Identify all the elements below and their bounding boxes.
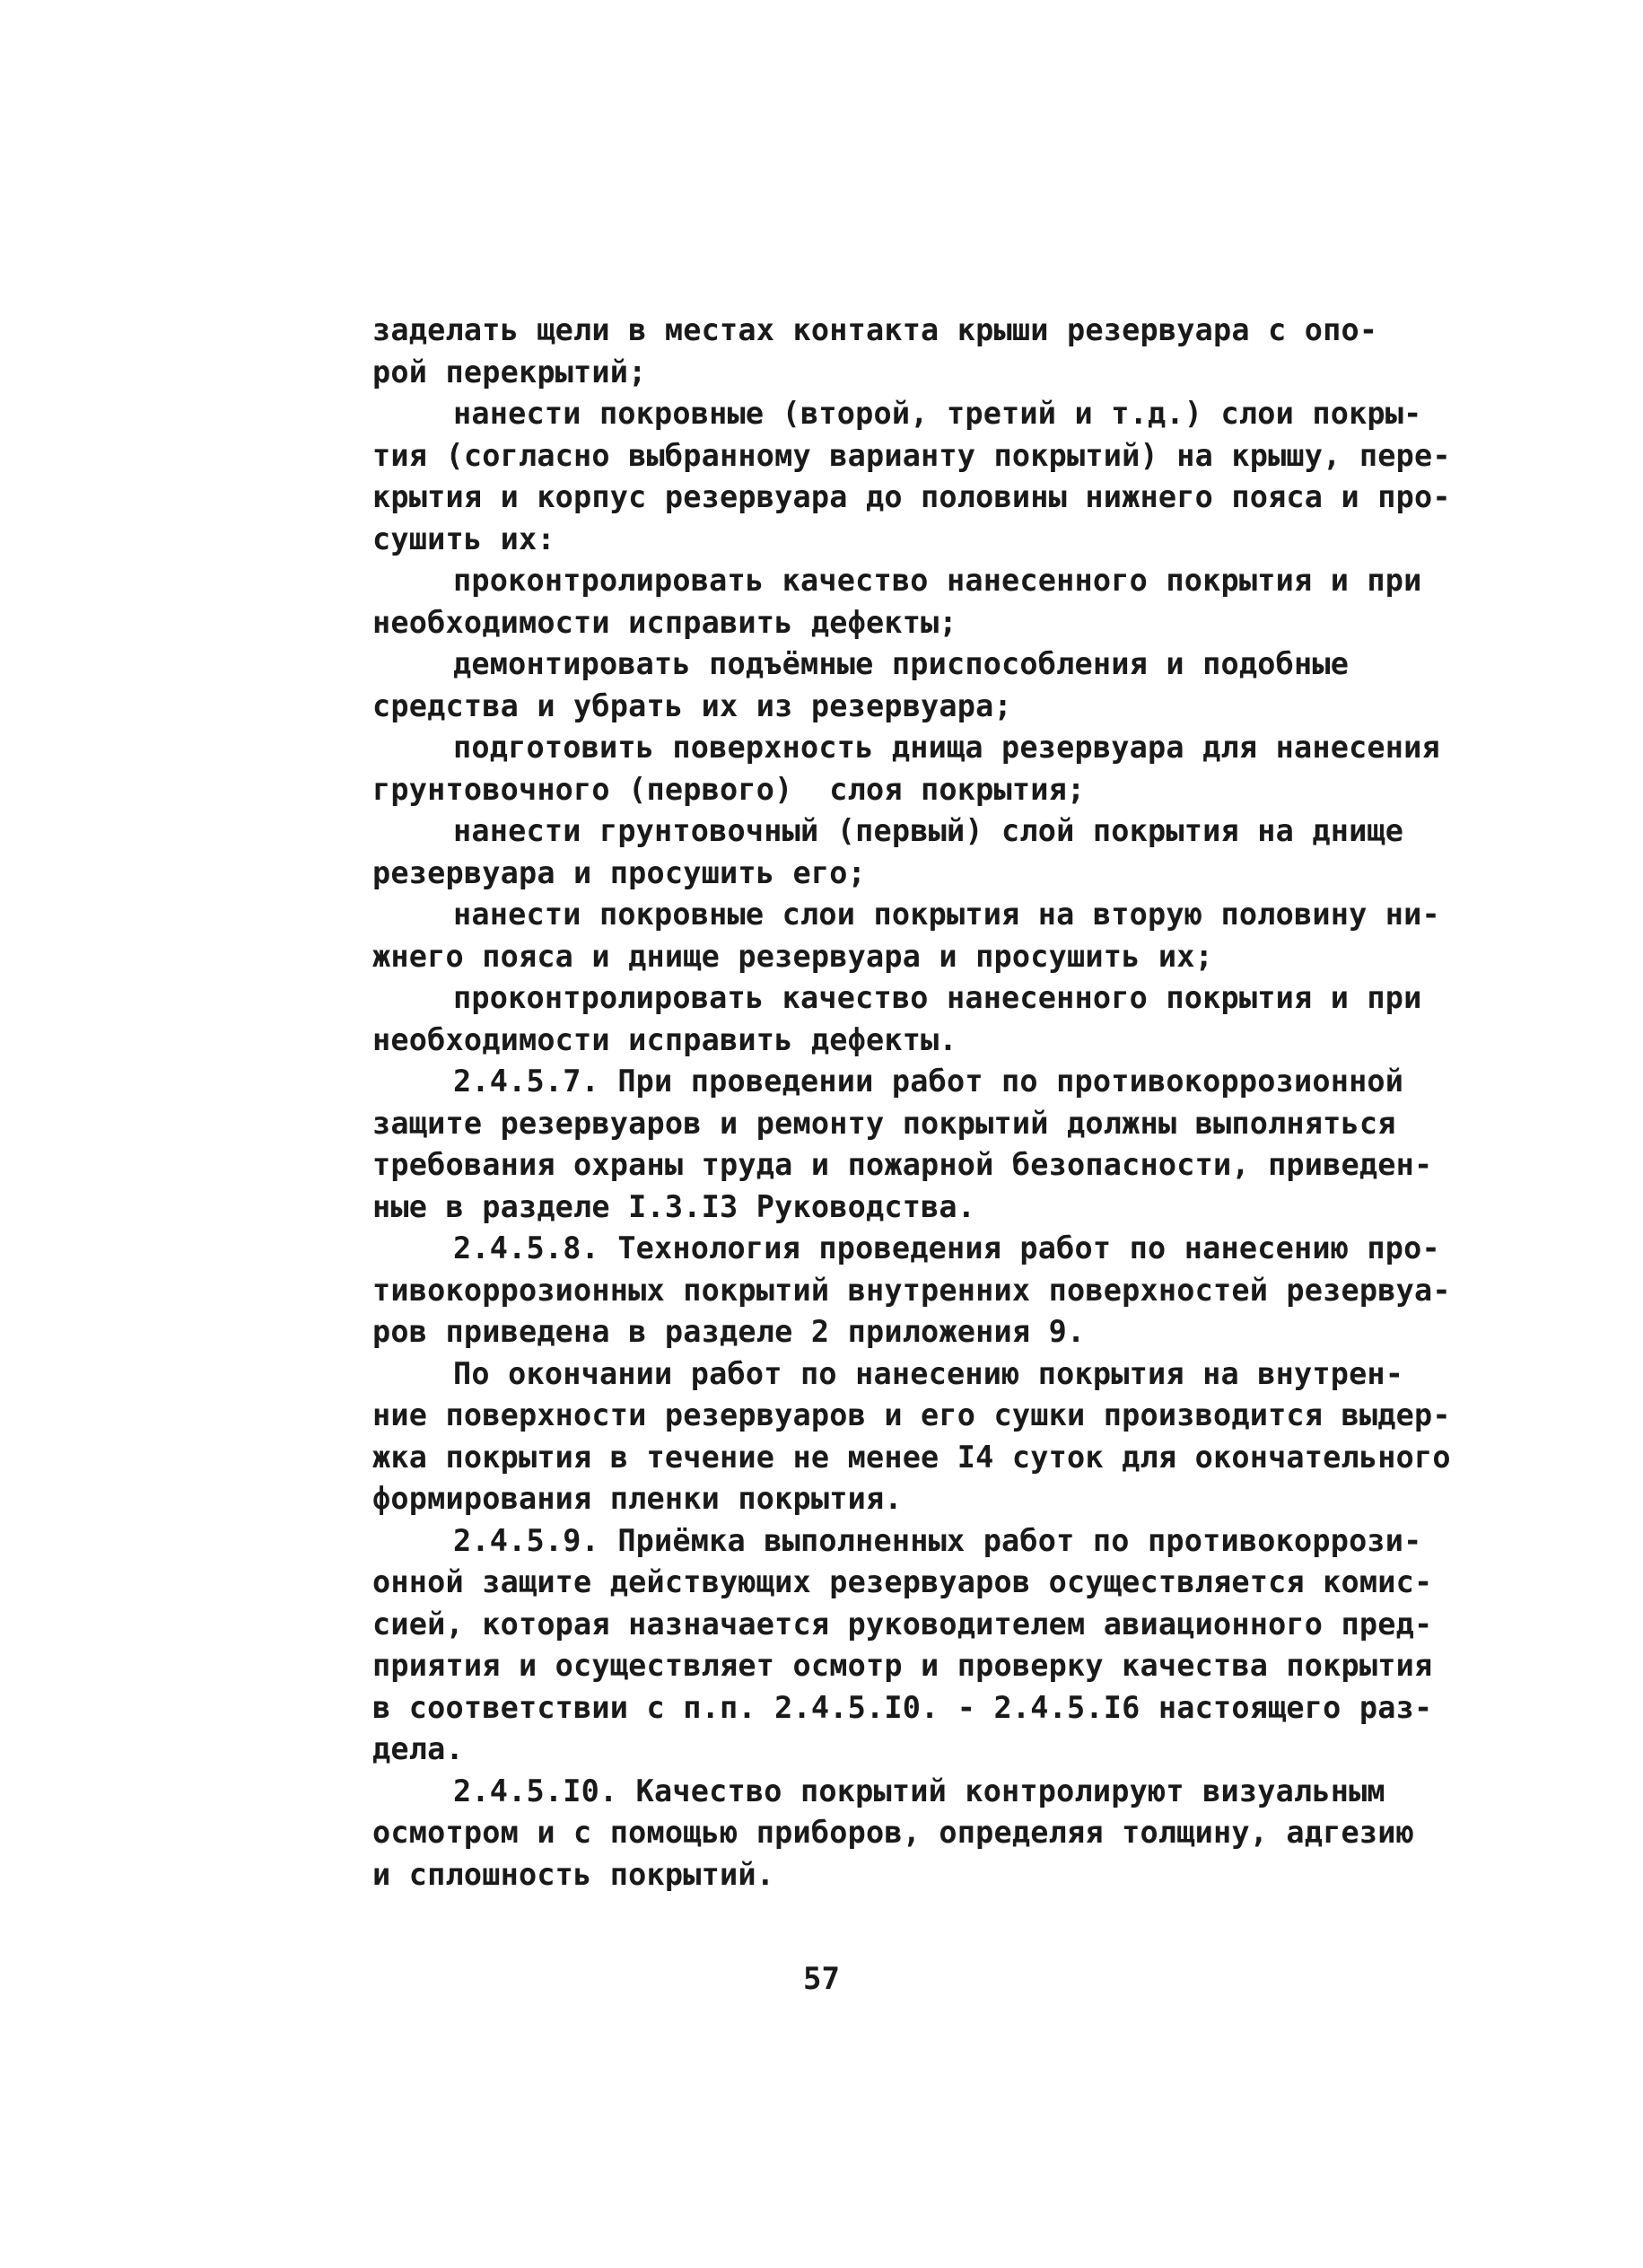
- text-line: проконтролировать качество нанесенного покрытия и при: [453, 563, 1422, 598]
- text-line: нанести покровные (второй, третий и т.д.) слои покры-: [453, 396, 1422, 431]
- text-line: защите резервуаров и ремонту покрытий должны выполняться: [372, 1105, 1396, 1141]
- text-line: проконтролировать качество нанесенного покрытия и при: [453, 980, 1422, 1015]
- text-line: рой перекрытий;: [372, 354, 647, 390]
- text-line: нанести покровные слои покрытия на вторую половину ни-: [453, 897, 1440, 932]
- text-line: сушить их:: [372, 521, 555, 556]
- text-line: дела.: [372, 1731, 464, 1766]
- text-line: 2.4.5.9. Приёмка выполненных работ по противокоррози-: [453, 1522, 1422, 1558]
- text-line: формирования пленки покрытия.: [372, 1481, 903, 1516]
- text-line: 2.4.5.8. Технология проведения работ по нанесению про-: [453, 1230, 1440, 1265]
- text-line: резервуара и просушить его;: [372, 854, 866, 890]
- text-line: жнего пояса и днище резервуара и просушить их;: [372, 938, 1213, 974]
- text-line: средства и убрать их из резервуара;: [372, 687, 1012, 723]
- text-line: сией, которая назначается руководителем авиационного пред-: [372, 1606, 1433, 1642]
- text-line: жка покрытия в течение не менее I4 суток для окончательного: [372, 1439, 1451, 1475]
- text-line: 2.4.5.7. При проведении работ по противокоррозионной: [453, 1064, 1404, 1099]
- text-line: тивокоррозионных покрытий внутренних поверхностей резервуа-: [372, 1272, 1451, 1308]
- text-line: необходимости исправить дефекты.: [372, 1021, 957, 1057]
- page-number: 57: [803, 1961, 840, 1997]
- text-line: заделать щели в местах контакта крыши резервуара с опо-: [372, 312, 1378, 347]
- text-line: грунтовочного (первого) слоя покрытия;: [372, 771, 1086, 807]
- text-line: ров приведена в разделе 2 приложения 9.: [372, 1314, 1086, 1349]
- text-line: онной защите действующих резервуаров осуществляется комис-: [372, 1564, 1433, 1599]
- text-line: в соответствии с п.п. 2.4.5.I0. - 2.4.5.I6 настоящего раз-: [372, 1689, 1433, 1725]
- text-line: требования охраны труда и пожарной безопасности, приведен-: [372, 1147, 1433, 1182]
- text-line: тия (согласно выбранному варианту покрытий) на крышу, пере-: [372, 437, 1451, 473]
- text-line: и сплошность покрытий.: [372, 1856, 775, 1892]
- text-line: демонтировать подъёмные приспособления и подобные: [453, 646, 1350, 681]
- text-line: необходимости исправить дефекты;: [372, 604, 957, 640]
- body-text: [372, 310, 1451, 1896]
- text-line: подготовить поверхность днища резервуара для нанесения: [453, 730, 1440, 765]
- text-line: ные в разделе I.3.I3 Руководства.: [372, 1188, 976, 1224]
- text-line: крытия и корпус резервуара до половины нижнего пояса и про-: [372, 479, 1451, 514]
- text-line: осмотром и с помощью приборов, определяя толщину, адгезию: [372, 1815, 1415, 1850]
- text-line: ние поверхности резервуаров и его сушки производится выдер-: [372, 1397, 1451, 1432]
- text-line: 2.4.5.I0. Качество покрытий контролируют визуальным: [453, 1773, 1385, 1808]
- text-line: По окончании работ по нанесению покрытия на внутрен-: [453, 1355, 1404, 1391]
- text-line: нанести грунтовочный (первый) слой покрытия на днище: [453, 813, 1404, 848]
- text-line: приятия и осуществляет осмотр и проверку качества покрытия: [372, 1648, 1433, 1683]
